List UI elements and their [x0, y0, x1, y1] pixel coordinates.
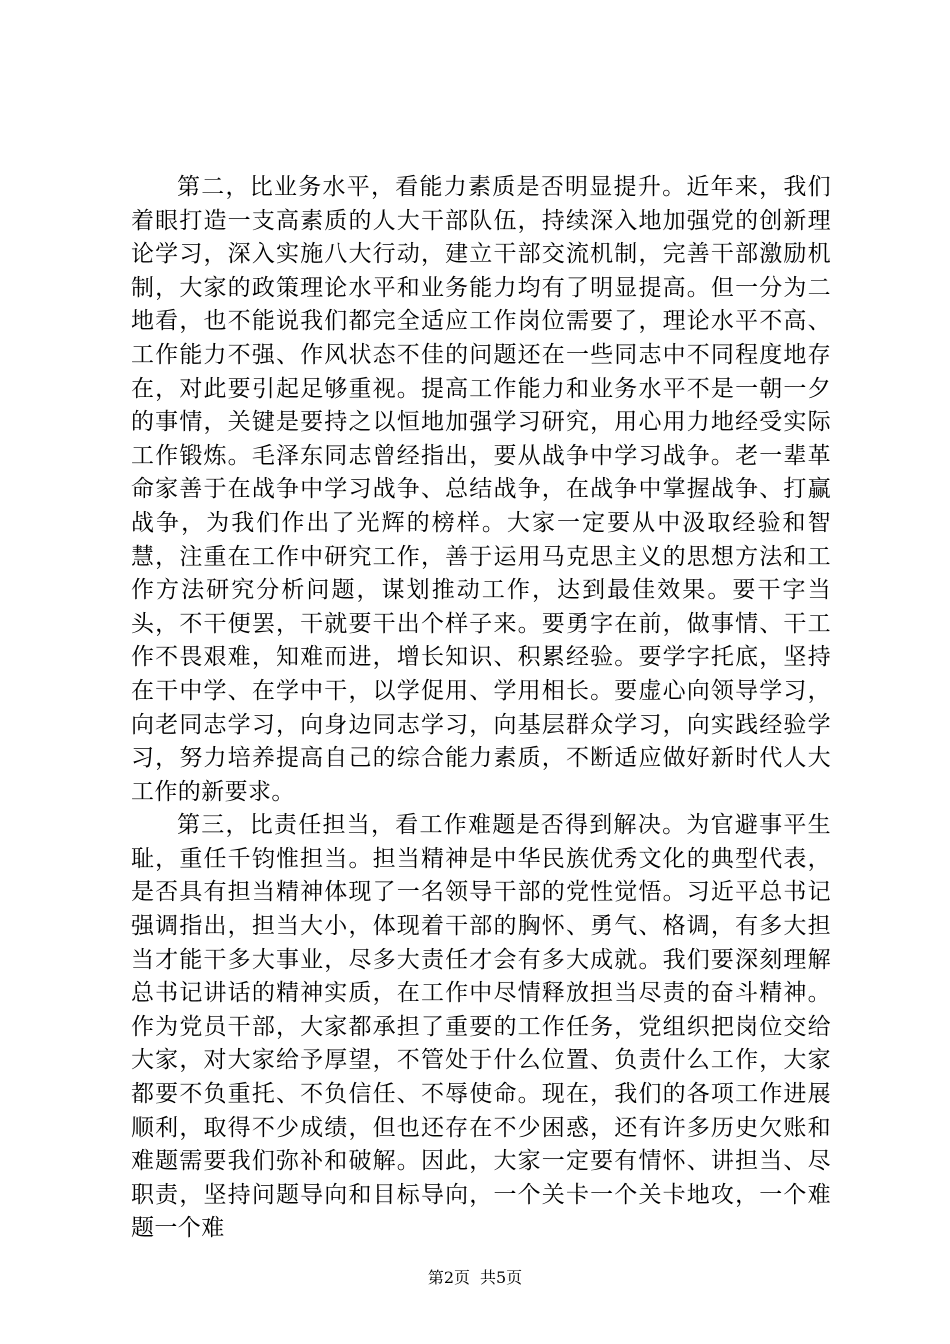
page-footer: [0, 1268, 950, 1288]
paragraph-third-point: 第三，比责任担当，看工作难题是否得到解决。为官避事平生耻，重任千钧惟担当。担当精神是中华民族优秀文化的典型代表，是否具有担当精神体现了一名领导干部的党性觉悟。习近平总书记强调指出，担当大小，体现着干部的胸怀、勇气、格调，有多大担当才能干多大事业，尽多大责任才会有多大成就。我们要深刻理解总书记讲话的精神实质，在工作中尽情释放担当尽责的奋斗精神。作为党员干部，大家都承担了重要的工作任务，党组织把岗位交给大家，对大家给予厚望，不管处于什么位置、负责什么工作，大家都要不负重托、不负信任、不辱使命。现在，我们的各项工作进展顺利，取得不少成绩，但也还存在不少困惑，还有许多历史欠账和难题需要我们弥补和破解。因此，大家一定要有情怀、讲担当、尽职责，坚持问题导向和目标导向，一个关卡一个关卡地攻，一个难题一个难: [131, 812, 831, 1242]
page-number: 第2页: [427, 1268, 470, 1287]
paragraph-second-point: 第二，比业务水平，看能力素质是否明显提升。近年来，我们着眼打造一支高素质的人大干部队伍，持续深入地加强党的创新理论学习，深入实施八大行动，建立干部交流机制，完善干部激励机制，大家的政策理论水平和业务能力均有了明显提高。但一分为二地看，也不能说我们都完全适应工作岗位需要了，理论水平不高、工作能力不强、作风状态不佳的问题还在一些同志中不同程度地存在，对此要引起足够重视。提高工作能力和业务水平不是一朝一夕的事情，关键是要持之以恒地加强学习研究，用心用力地经受实际工作锻炼。毛泽东同志曾经指出，要从战争中学习战争。老一辈革命家善于在战争中学习战争、总结战争，在战争中掌握战争、打赢战争，为我们作出了光辉的榜样。大家一定要从中汲取经验和智慧，注重在工作中研究工作，善于运用马克思主义的思想方法和工作方法研究分析问题，谋划推动工作，达到最佳效果。要干字当头，不干便罢，干就要干出个样子来。要勇字在前，做事情、干工作不畏艰难，知难而进，增长知识、积累经验。要学字托底，坚持在干中学、在学中干，以学促用、学用相长。要虚心向领导学习，向老同志学习，向身边同志学习，向基层群众学习，向实践经验学习，努力培养提高自己的综合能力素质，不断适应做好新时代人大工作的新要求。: [131, 174, 831, 805]
document-body: [131, 171, 831, 1246]
page-total: 共5页: [480, 1268, 523, 1287]
